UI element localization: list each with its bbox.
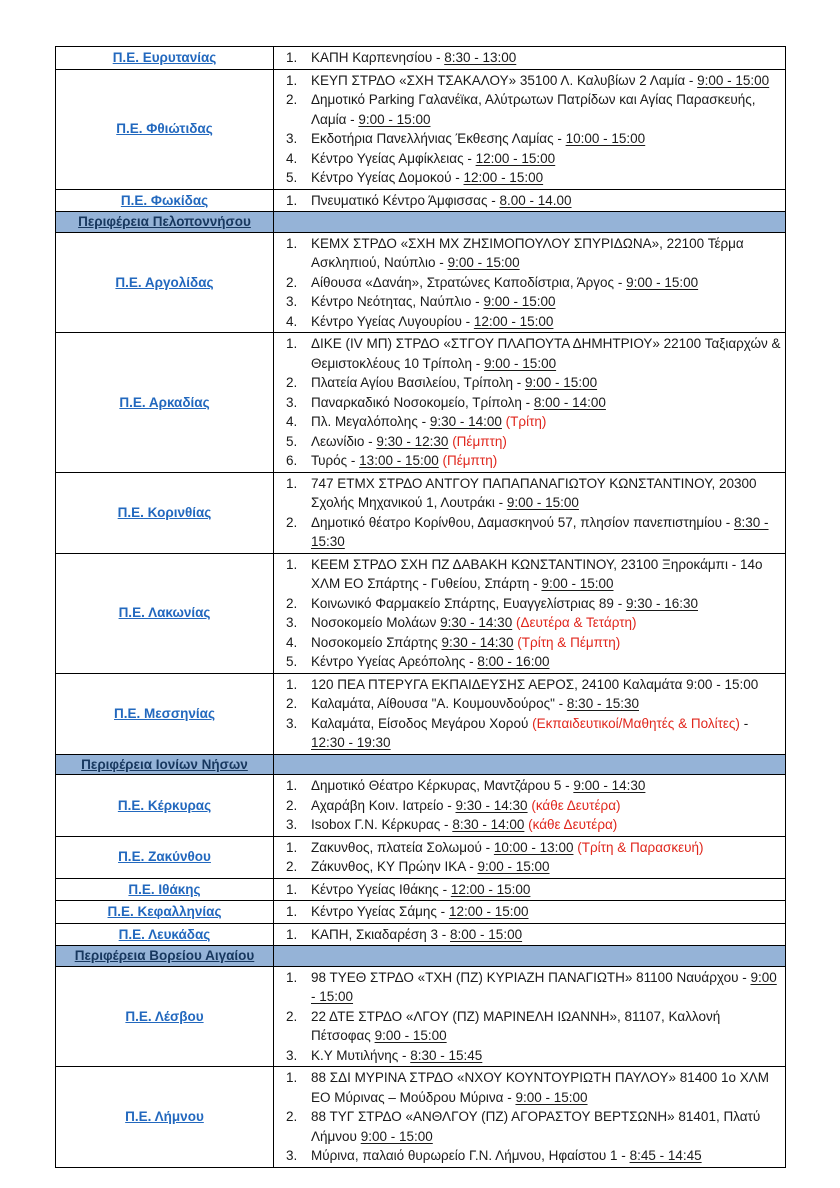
schedule-item [286, 393, 782, 413]
schedule-item [286, 168, 782, 188]
item-text [311, 513, 782, 552]
region-name-link[interactable]: Π.Ε. Αργολίδας [115, 274, 214, 290]
location-text: Παναρκαδικό Νοσοκομείο, Τρίπολη - [311, 394, 534, 410]
location-text: Κέντρο Υγείας Ιθάκης - [311, 881, 451, 897]
day-note: (Πέμπτη) [452, 433, 507, 449]
region-name-cell [56, 836, 274, 878]
location-text: 120 ΠΕΑ ΠΤΕΡΥΓΑ ΕΚΠΑΙΔΕΥΣΗΣ ΑΕΡΟΣ, 24100 Καλαμάτα 9:00 - 15:00 [311, 676, 759, 692]
time-range: 12:00 - 15:00 [475, 150, 556, 166]
location-text: Δημοτικό θέατρο Κορίνθου, Δαμασκηνού 57, πλησίον πανεπιστημίου - [311, 514, 734, 530]
time-range: 9:00 - 15:00 [483, 294, 556, 309]
item-text [311, 796, 782, 816]
item-text [311, 902, 782, 922]
item-number: 2. [286, 375, 298, 390]
time-range: 8:00 - 15:00 [450, 926, 523, 942]
item-text [311, 968, 782, 1007]
schedule-items-cell [274, 901, 786, 924]
item-number: 1. [286, 969, 298, 985]
location-text: Κέντρο Υγείας Λυγουρίου - [311, 313, 474, 329]
region-row [56, 878, 786, 901]
region-header-row [56, 754, 786, 775]
location-text: 88 ΣΔΙ ΜΥΡΙΝΑ ΣΤΡΔΟ «ΝΧΟΥ ΚΟΥΝΤΟΥΡΙΩΤΗ ΠΑΥΛΟΥ» 81400 1ο ΧΛΜ ΕΟ Μύρινας – Μούδρου Μύρινα - [311, 1070, 770, 1105]
item-text [311, 857, 782, 877]
schedule-item [286, 838, 782, 858]
region-row [56, 333, 786, 473]
location-text: Αχαράβη Κοιν. Ιατρείο - [311, 797, 456, 813]
time-range: 9:00 - 15:00 [506, 495, 579, 510]
location-text: ΚΕΕΜ ΣΤΡΔΟ ΣΧΗ ΠΖ ΔΑΒΑΚΗ ΚΩΝΣΤΑΝΤΙΝΟΥ, 23100 Ξηροκάμπι - 14ο ΧΛΜ ΕΟ Σπάρτης - Γυθείου, Σπάρτη - [311, 556, 763, 591]
region-name-cell [56, 673, 274, 754]
time-range: 8:00 - 14:00 [533, 394, 606, 410]
item-text [311, 191, 782, 211]
schedule-item [286, 675, 782, 695]
region-header-row [56, 946, 786, 967]
region-row [56, 836, 786, 878]
region-name-cell [56, 553, 274, 673]
region-name-link[interactable]: Π.Ε. Ευρυτανίας [112, 50, 217, 65]
schedule-item [286, 71, 782, 91]
time-range: 12:00 - 15:00 [473, 313, 554, 329]
item-text [311, 292, 782, 312]
item-text [311, 71, 782, 91]
item-number: 3. [286, 394, 298, 410]
schedule-items-cell [274, 775, 786, 837]
region-name-link[interactable]: Π.Ε. Αρκαδίας [119, 394, 210, 410]
item-text [311, 412, 782, 432]
location-text: Εκδοτήρια Πανελλήνιας Έκθεσης Λαμίας - [311, 131, 566, 146]
time-range: 9:00 - 14:30 [573, 778, 646, 793]
schedule-item [286, 273, 782, 293]
region-row [56, 673, 786, 754]
item-text [311, 925, 782, 945]
item-text [311, 1007, 782, 1046]
schedule-item [286, 149, 782, 169]
region-name-cell [56, 923, 274, 946]
item-number: 1. [286, 235, 298, 251]
time-range: 9:00 - 15:00 [484, 355, 557, 371]
region-name-link[interactable]: Π.Ε. Κορινθίας [117, 504, 212, 520]
item-number: 2. [286, 859, 298, 874]
region-name-link[interactable]: Π.Ε. Μεσσηνίας [114, 705, 215, 721]
schedule-item [286, 513, 782, 552]
region-name-link[interactable]: Π.Ε. Φωκίδας [120, 192, 209, 208]
region-name-cell [56, 472, 274, 553]
schedule-table [55, 46, 786, 1168]
item-text [311, 694, 782, 714]
item-number: 2. [286, 92, 298, 107]
schedule-item [286, 373, 782, 393]
region-header-empty-cell [274, 946, 786, 967]
item-number: 1. [286, 556, 298, 572]
region-name-cell [56, 232, 274, 333]
region-name-link[interactable]: Π.Ε. Φθιώτιδας [116, 121, 213, 137]
item-number: 4. [286, 634, 298, 650]
schedule-item [286, 880, 782, 900]
location-text: Δημοτικό Θέατρο Κέρκυρας, Μαντζάρου 5 - [311, 778, 574, 793]
schedule-items-cell [274, 966, 786, 1067]
day-note: (Δευτέρα & Τετάρτη) [515, 615, 637, 630]
location-text: ΚΑΠΗ, Σκιαδαρέση 3 - [311, 926, 451, 942]
item-number: 3. [286, 294, 298, 309]
time-range: 10:00 - 13:00 [493, 839, 574, 855]
location-text: ΚΑΠΗ Καρπενησίου - [311, 50, 445, 65]
region-name-link[interactable]: Π.Ε. Λέσβου [125, 1008, 204, 1024]
region-header-title-cell [56, 212, 274, 233]
time-range: 9:30 - 14:30 [441, 634, 514, 650]
location-text: Πλατεία Αγίου Βασιλείου, Τρίπολη - [311, 375, 526, 390]
time-range: 8:00 - 16:00 [477, 654, 550, 669]
schedule-item [286, 815, 782, 835]
location-text: Κοινωνικό Φαρμακείο Σπάρτης, Ευαγγελίστριας 89 - [311, 595, 626, 611]
region-header-title-cell [56, 754, 274, 775]
schedule-item [286, 48, 782, 68]
item-number: 5. [286, 654, 298, 669]
item-text [311, 373, 782, 393]
item-text [311, 613, 782, 633]
schedule-items-cell [274, 553, 786, 673]
location-text: Κέντρο Υγείας Σάμης - [311, 904, 449, 919]
schedule-item [286, 191, 782, 211]
time-range: 9:30 - 14:30 [455, 797, 528, 813]
item-text [311, 273, 782, 293]
schedule-item [286, 1007, 782, 1046]
time-range: 9:00 - 15:00 [477, 859, 550, 874]
region-name-link[interactable]: Π.Ε. Κεφαλληνίας [107, 904, 222, 919]
day-note: (Εκπαιδευτικοί/Μαθητές & Πολίτες) [532, 715, 740, 731]
schedule-items-cell [274, 232, 786, 333]
time-range: 10:00 - 15:00 [565, 131, 646, 146]
item-text [311, 555, 782, 594]
schedule-item [286, 1146, 782, 1166]
location-text: 22 ΔΤΕ ΣΤΡΔΟ «ΛΓΟΥ (ΠΖ) ΜΑΡΙΝΕΛΗ ΙΩΑΝΝΗ», 81107, Καλλονή Πέτσοφας [311, 1008, 721, 1043]
region-header-title: Περιφέρεια Βορείου Αιγαίου [74, 948, 255, 963]
schedule-item [286, 633, 782, 653]
day-note: (Πέμπτη) [442, 453, 498, 468]
schedule-item [286, 652, 782, 672]
region-name-cell [56, 775, 274, 837]
schedule-item [286, 902, 782, 922]
item-text [311, 393, 782, 413]
time-range: 9:30 - 16:30 [625, 595, 698, 611]
time-range: 13:00 - 15:00 [359, 453, 439, 468]
item-number: 1. [286, 475, 298, 491]
region-name-link[interactable]: Π.Ε. Λακωνίας [118, 605, 211, 621]
item-number: 1. [286, 778, 298, 793]
item-text [311, 675, 782, 695]
region-row [56, 923, 786, 946]
item-number: 2. [286, 696, 298, 711]
time-range: 9:00 - 15:00 [697, 72, 770, 88]
schedule-item [286, 432, 782, 452]
location-text: ΚΕΥΠ ΣΤΡΔΟ «ΣΧΗ ΤΣΑΚΑΛΟΥ» 35100 Λ. Καλυβίων 2 Λαμία - [311, 72, 698, 88]
time-range: 12:00 - 15:00 [448, 904, 529, 919]
region-header-title: Περιφέρεια Πελοποννήσου [78, 214, 251, 229]
time-range: 8.00 - 14.00 [499, 192, 572, 208]
location-text: Πνευματικό Κέντρο Άμφισσας - [311, 192, 500, 208]
item-number: 2. [286, 514, 298, 530]
item-text [311, 776, 782, 796]
time-range: 8:30 - 15:30 [311, 514, 769, 549]
schedule-item [286, 694, 782, 714]
item-number: 2. [286, 1109, 298, 1124]
region-row [56, 901, 786, 924]
item-number: 2. [286, 595, 298, 611]
item-number: 1. [286, 926, 298, 942]
item-text [311, 1107, 782, 1146]
schedule-items-cell [274, 923, 786, 946]
schedule-table-body [56, 47, 786, 1168]
item-number: 6. [286, 453, 298, 468]
item-number: 5. [286, 433, 298, 449]
day-note: (κάθε Δευτέρα) [531, 797, 621, 813]
location-text: Isobox Γ.Ν. Κέρκυρας - [311, 817, 453, 832]
schedule-items-cell [274, 878, 786, 901]
region-header-empty-cell [274, 212, 786, 233]
time-range: 9:00 - 15:00 [374, 1028, 447, 1043]
region-row [56, 775, 786, 837]
schedule-items-cell [274, 69, 786, 189]
schedule-items-cell [274, 333, 786, 473]
location-text: Κέντρο Υγείας Αμφίκλειας - [311, 150, 476, 166]
item-number: 1. [286, 881, 298, 897]
schedule-item [286, 234, 782, 273]
item-text [311, 838, 782, 858]
schedule-item [286, 594, 782, 614]
schedule-item [286, 412, 782, 432]
region-name-cell [56, 901, 274, 924]
region-name-link[interactable]: Π.Ε. Λευκάδας [118, 926, 211, 942]
region-row [56, 232, 786, 333]
location-text: Καλαμάτα, Αίθουσα "Α. Κουμουνδούρος" - [311, 696, 567, 711]
time-range: 12:30 - 19:30 [311, 735, 391, 750]
time-range: 9:30 - 14:00 [429, 414, 502, 429]
region-row [56, 189, 786, 212]
region-row [56, 472, 786, 553]
region-row [56, 1067, 786, 1168]
item-number: 2. [286, 797, 298, 813]
item-number: 3. [286, 1148, 298, 1163]
schedule-item [286, 796, 782, 816]
item-number: 3. [286, 817, 298, 832]
schedule-item [286, 714, 782, 753]
schedule-item [286, 312, 782, 332]
item-number: 3. [286, 715, 298, 731]
schedule-items-cell [274, 472, 786, 553]
location-text: ΔΙΚΕ (IV ΜΠ) ΣΤΡΔΟ «ΣΤΓΟΥ ΠΛΑΠΟΥΤΑ ΔΗΜΗΤΡΙΟΥ» 22100 Ταξιαρχών & Θεμιστοκλέους 10 Τρίπολη - [311, 336, 781, 371]
time-range: 12:00 - 15:00 [450, 881, 531, 897]
time-range: 9:00 - 15:00 [515, 1089, 588, 1105]
item-text [311, 129, 782, 149]
location-text: Νοσοκομείο Μολάων [311, 615, 441, 630]
location-text: Δημοτικό Parking Γαλανέϊκα, Αλύτρωτων Πατρίδων και Αγίας Παρασκευής, Λαμία - [311, 92, 756, 127]
item-number: 1. [286, 1070, 298, 1085]
schedule-item [286, 334, 782, 373]
time-range: 9:00 - 15:00 [626, 274, 699, 290]
schedule-item [286, 451, 782, 471]
time-range: 12:00 - 15:00 [463, 170, 544, 185]
region-name-cell [56, 69, 274, 189]
schedule-item [286, 90, 782, 129]
schedule-item [286, 1046, 782, 1066]
schedule-item [286, 857, 782, 877]
time-range: 9:00 - 15:00 [541, 576, 614, 591]
schedule-item [286, 292, 782, 312]
location-text: Κέντρο Νεότητας, Ναύπλιο - [311, 294, 484, 309]
schedule-item [286, 1107, 782, 1146]
item-text [311, 1046, 782, 1066]
location-text: 747 ΕΤΜΧ ΣΤΡΔΟ ΑΝΤΓΟΥ ΠΑΠΑΠΑΝΑΓΙΩΤΟΥ ΚΩΝΣΤΑΝΤΙΝΟΥ, 20300 Σχολής Μηχανικού 1, Λουτράκι - [311, 475, 757, 510]
schedule-items-cell [274, 189, 786, 212]
day-note: (Τρίτη & Πέμπτη) [517, 634, 621, 650]
day-note: (Τρίτη & Παρασκευή) [577, 839, 704, 855]
location-text: Πλ. Μεγαλόπολης - [311, 414, 430, 429]
item-number: 1. [286, 50, 298, 65]
item-text [311, 594, 782, 614]
time-range: 9:00 - 15:00 [311, 969, 777, 1004]
location-text: Κέντρο Υγείας Αρεόπολης - [311, 654, 478, 669]
location-text: Νοσοκομείο Σπάρτης [311, 634, 442, 650]
time-range: 8:30 - 13:00 [444, 50, 517, 65]
region-name-cell [56, 878, 274, 901]
item-number: 2. [286, 1008, 298, 1024]
item-number: 3. [286, 131, 298, 146]
location-text: Τυρός - [311, 453, 360, 468]
schedule-item [286, 474, 782, 513]
region-header-title-cell [56, 946, 274, 967]
item-text [311, 48, 782, 68]
item-text [311, 451, 782, 471]
location-text: Ζακυνθος, πλατεία Σολωμού - [311, 839, 494, 855]
location-text: Μύρινα, παλαιό θυρωρείο Γ.Ν. Λήμνου, Ηφαίστου 1 - [311, 1148, 630, 1163]
location-text: 98 ΤΥΕΘ ΣΤΡΔΟ «ΤΧΗ (ΠΖ) ΚΥΡΙΑΖΗ ΠΑΝΑΓΙΩΤΗ» 81100 Ναυάρχου - [311, 969, 751, 985]
item-number: 5. [286, 170, 298, 185]
item-number: 1. [286, 192, 298, 208]
schedule-item [286, 1068, 782, 1107]
time-range: 9:30 - 12:30 [376, 433, 449, 449]
item-text [311, 334, 782, 373]
item-number: 1. [286, 839, 298, 855]
item-text [311, 652, 782, 672]
region-name-cell [56, 47, 274, 70]
region-row [56, 47, 786, 70]
item-text [311, 90, 782, 129]
region-name-cell [56, 189, 274, 212]
location-text: ΚΕΜΧ ΣΤΡΔΟ «ΣΧΗ ΜΧ ΖΗΣΙΜΟΠΟΥΛΟΥ ΣΠΥΡΙΔΩΝΑ», 22100 Τέρμα Ασκληπιού, Ναύπλιο - [311, 235, 744, 270]
schedule-item [286, 968, 782, 1007]
region-header-title: Περιφέρεια Ιονίων Νήσων [81, 756, 248, 772]
region-row [56, 966, 786, 1067]
region-name-link[interactable]: Π.Ε. Ιθάκης [128, 881, 201, 897]
time-range: 9:00 - 15:00 [447, 255, 520, 270]
region-name-cell [56, 966, 274, 1067]
item-number: 4. [286, 313, 298, 329]
item-text [311, 633, 782, 653]
time-range: 8:30 - 14:00 [452, 817, 525, 832]
day-note: (Τρίτη) [505, 414, 547, 429]
item-text [311, 880, 782, 900]
item-text [311, 168, 782, 188]
day-note: (κάθε Δευτέρα) [528, 817, 618, 832]
location-text: Κ.Υ Μυτιλήνης - [311, 1047, 411, 1063]
schedule-item [286, 555, 782, 594]
item-text [311, 1146, 782, 1166]
schedule-items-cell [274, 673, 786, 754]
item-text [311, 312, 782, 332]
item-number: 3. [286, 1047, 298, 1063]
location-text: 88 ΤΥΓ ΣΤΡΔΟ «ΑΝΘΛΓΟΥ (ΠΖ) ΑΓΟΡΑΣΤΟΥ ΒΕΡΤΣΩΝΗ» 81401, Πλατύ Λήμνου [311, 1109, 761, 1144]
location-text: Αίθουσα «Δανάη», Στρατώνες Καποδίστρια, Άργος - [311, 274, 627, 290]
item-number: 2. [286, 274, 298, 290]
item-number: 1. [286, 676, 298, 692]
region-name-link[interactable]: Π.Ε. Λήμνου [125, 1109, 204, 1124]
time-range: 9:00 - 15:00 [525, 375, 598, 390]
location-text: Λεωνίδιο - [311, 433, 377, 449]
region-name-link[interactable]: Π.Ε. Ζακύνθου [118, 849, 211, 865]
schedule-item [286, 925, 782, 945]
location-text: Ζάκυνθος, ΚΥ Πρώην ΙΚΑ - [311, 859, 478, 874]
time-range: 9:30 - 14:30 [440, 615, 513, 630]
item-text [311, 432, 782, 452]
region-row [56, 553, 786, 673]
schedule-items-cell [274, 1067, 786, 1168]
time-range: 8:30 - 15:30 [566, 696, 639, 711]
item-text [311, 714, 782, 753]
region-name-cell [56, 333, 274, 473]
region-row [56, 69, 786, 189]
region-header-empty-cell [274, 754, 786, 775]
location-text: Καλαμάτα, Είσοδος Μεγάρου Χορού [311, 715, 533, 731]
region-name-cell [56, 1067, 274, 1168]
item-number: 1. [286, 904, 298, 919]
region-header-row [56, 212, 786, 233]
schedule-item [286, 129, 782, 149]
schedule-items-cell [274, 836, 786, 878]
schedule-item [286, 613, 782, 633]
item-text [311, 1068, 782, 1107]
schedule-item [286, 776, 782, 796]
item-number: 1. [286, 72, 298, 88]
item-number: 1. [286, 336, 298, 351]
time-range: 9:00 - 15:00 [358, 111, 431, 127]
item-text [311, 815, 782, 835]
item-text [311, 149, 782, 169]
item-number: 3. [286, 615, 298, 630]
schedule-items-cell [274, 47, 786, 70]
time-range: 8:45 - 14:45 [629, 1148, 702, 1163]
item-text [311, 474, 782, 513]
region-name-link[interactable]: Π.Ε. Κέρκυρας [117, 797, 212, 813]
location-text: - [739, 715, 749, 731]
time-range: 9:00 - 15:00 [360, 1128, 433, 1144]
time-range: 8:30 - 15:45 [410, 1047, 483, 1063]
item-number: 4. [286, 414, 298, 429]
location-text: Κέντρο Υγείας Δομοκού - [311, 170, 464, 185]
item-text [311, 234, 782, 273]
item-number: 4. [286, 150, 298, 166]
